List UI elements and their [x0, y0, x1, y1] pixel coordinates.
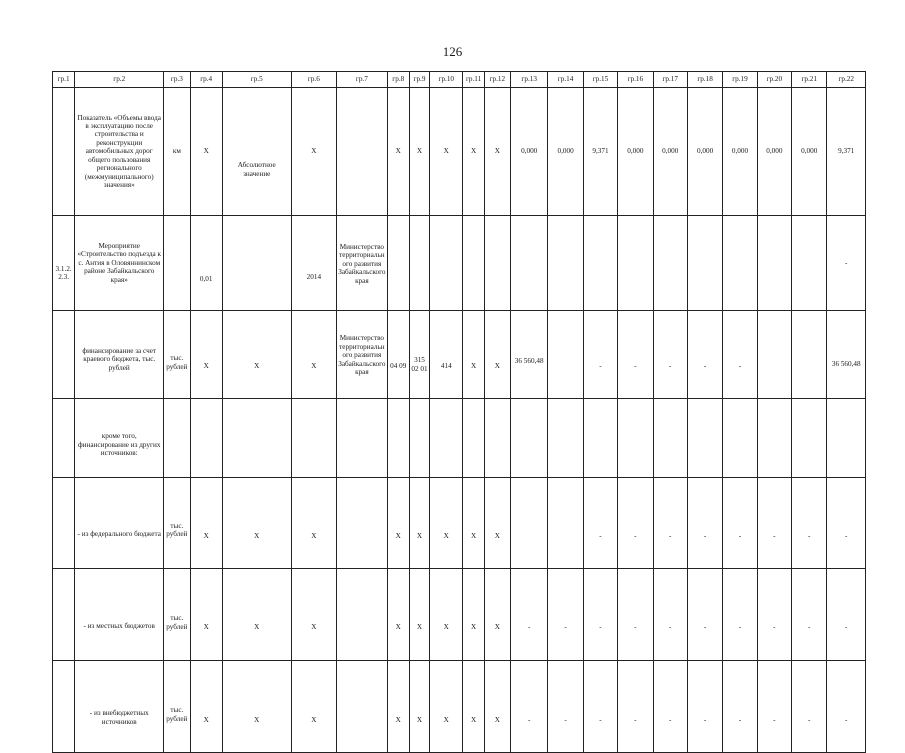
column-header: гр.8: [387, 72, 409, 88]
table-row: [53, 569, 866, 661]
table-row: [53, 88, 866, 216]
table-cell: тыс. рублей: [164, 661, 190, 753]
table-cell: X: [387, 88, 409, 216]
column-header: гр.15: [583, 72, 617, 88]
table-cell: [618, 399, 653, 478]
table-cell: 0,000: [687, 88, 722, 216]
table-cell: [337, 478, 388, 569]
table-cell: X: [190, 661, 222, 753]
table-cell: - из внебюджетных источников: [75, 661, 164, 753]
table-cell: [827, 399, 866, 478]
column-header: гр.1: [53, 72, 75, 88]
table-cell: Показатель «Объемы ввода в эксплуатацию после строительства и реконструкции автомобильных дорог общего пользования регионального (межмуниципального) значения»: [75, 88, 164, 216]
column-header: гр.6: [291, 72, 337, 88]
table-cell: 0,000: [618, 88, 653, 216]
table-cell: X: [409, 661, 429, 753]
table-cell: -: [792, 661, 827, 753]
table-cell: X: [463, 569, 484, 661]
table-cell: -: [583, 478, 617, 569]
table-cell: 0,000: [723, 88, 757, 216]
table-row: [53, 311, 866, 399]
table-cell: 0,000: [548, 88, 583, 216]
table-cell: X: [409, 569, 429, 661]
table-cell: 0,000: [653, 88, 687, 216]
table-cell: тыс. рублей: [164, 569, 190, 661]
table-cell: X: [463, 88, 484, 216]
table-cell: 0,000: [510, 88, 547, 216]
table-cell: [653, 216, 687, 311]
table-cell: -: [618, 478, 653, 569]
table-cell: [53, 311, 75, 399]
table-cell: 0,000: [792, 88, 827, 216]
table-cell: [190, 399, 222, 478]
table-cell: X: [222, 311, 291, 399]
table-cell: -: [687, 478, 722, 569]
table-row: [53, 216, 866, 311]
table-cell: X: [387, 569, 409, 661]
table-cell: Министерство территориального развития Забайкальского края: [337, 311, 388, 399]
table-row: [53, 478, 866, 569]
table-cell: X: [222, 661, 291, 753]
column-header: гр.16: [618, 72, 653, 88]
column-header: гр.14: [548, 72, 583, 88]
table-cell: [757, 216, 791, 311]
table-cell: -: [583, 311, 617, 399]
table-cell: [687, 399, 722, 478]
table-row: [53, 661, 866, 753]
column-header: гр.10: [430, 72, 463, 88]
table-cell: [430, 216, 463, 311]
table-cell: -: [653, 478, 687, 569]
table-cell: -: [583, 569, 617, 661]
table-cell: [792, 311, 827, 399]
table-cell: [387, 399, 409, 478]
table-cell: 414: [430, 311, 463, 399]
table-cell: [463, 399, 484, 478]
table-cell: [337, 661, 388, 753]
table-cell: X: [484, 478, 510, 569]
table-cell: X: [190, 478, 222, 569]
table-cell: 04 09: [387, 311, 409, 399]
table-cell: -: [757, 569, 791, 661]
table-cell: X: [463, 311, 484, 399]
table-cell: кроме того, финансирование из других источников:: [75, 399, 164, 478]
table-cell: X: [291, 88, 337, 216]
table-cell: [757, 399, 791, 478]
column-header: гр.5: [222, 72, 291, 88]
table-cell: -: [757, 661, 791, 753]
table-cell: -: [687, 569, 722, 661]
table-cell: [792, 399, 827, 478]
table-cell: X: [430, 661, 463, 753]
table-cell: X: [387, 661, 409, 753]
table-cell: км: [164, 88, 190, 216]
table-cell: - из федерального бюджета: [75, 478, 164, 569]
table-cell: - из местных бюджетов: [75, 569, 164, 661]
table-cell: Абсолютное значение: [222, 88, 291, 216]
table-cell: -: [827, 569, 866, 661]
table-cell: -: [723, 569, 757, 661]
table-cell: -: [687, 311, 722, 399]
table-cell: X: [291, 311, 337, 399]
table-cell: -: [510, 661, 547, 753]
table-cell: [409, 216, 429, 311]
table-cell: [53, 88, 75, 216]
column-header: гр.17: [653, 72, 687, 88]
column-header: гр.21: [792, 72, 827, 88]
table-cell: X: [291, 478, 337, 569]
table-cell: -: [618, 661, 653, 753]
table-cell: 3.1.2.2.3.: [53, 216, 75, 311]
table-cell: X: [190, 569, 222, 661]
table-cell: X: [291, 661, 337, 753]
table-cell: [723, 216, 757, 311]
column-header: гр.19: [723, 72, 757, 88]
table-cell: X: [463, 661, 484, 753]
table-cell: [548, 216, 583, 311]
table-cell: [409, 399, 429, 478]
table-cell: 36 560,48: [827, 311, 866, 399]
table-cell: X: [463, 478, 484, 569]
table-cell: -: [723, 311, 757, 399]
table-cell: -: [827, 216, 866, 311]
table-cell: [484, 216, 510, 311]
table-cell: [757, 311, 791, 399]
table-cell: X: [430, 478, 463, 569]
table-cell: X: [190, 311, 222, 399]
table-cell: [583, 216, 617, 311]
table-cell: X: [484, 661, 510, 753]
column-header: гр.4: [190, 72, 222, 88]
table-cell: [463, 216, 484, 311]
table-cell: [430, 399, 463, 478]
table-cell: [548, 311, 583, 399]
column-header: гр.2: [75, 72, 164, 88]
page-number: 126: [442, 44, 463, 59]
table-cell: [653, 399, 687, 478]
table-cell: -: [618, 569, 653, 661]
table-cell: -: [827, 661, 866, 753]
table-cell: X: [387, 478, 409, 569]
table-cell: X: [222, 478, 291, 569]
column-header: гр.20: [757, 72, 791, 88]
table-cell: [222, 216, 291, 311]
table-cell: X: [291, 569, 337, 661]
table-cell: [387, 216, 409, 311]
column-header: гр.12: [484, 72, 510, 88]
table-cell: [792, 216, 827, 311]
table-cell: -: [653, 569, 687, 661]
table-cell: [53, 478, 75, 569]
table-cell: X: [484, 88, 510, 216]
table-cell: [687, 216, 722, 311]
table-cell: [337, 88, 388, 216]
table-cell: -: [653, 661, 687, 753]
column-header: гр.9: [409, 72, 429, 88]
column-header: гр.3: [164, 72, 190, 88]
table-cell: финансирование за счет краевого бюджета, тыс. рублей: [75, 311, 164, 399]
table-cell: -: [792, 478, 827, 569]
table-cell: 9,371: [827, 88, 866, 216]
table-cell: [53, 661, 75, 753]
table-cell: [337, 569, 388, 661]
column-header: гр.7: [337, 72, 388, 88]
table-cell: [337, 399, 388, 478]
table-cell: -: [723, 661, 757, 753]
table-cell: [618, 216, 653, 311]
table-cell: 9,371: [583, 88, 617, 216]
table-cell: X: [484, 311, 510, 399]
table-cell: X: [430, 569, 463, 661]
column-header: гр.22: [827, 72, 866, 88]
table-cell: -: [548, 569, 583, 661]
budget-table: [52, 71, 866, 753]
column-header: гр.11: [463, 72, 484, 88]
table-cell: [510, 399, 547, 478]
table-cell: -: [792, 569, 827, 661]
table-cell: тыс. рублей: [164, 311, 190, 399]
table-cell: X: [409, 478, 429, 569]
table-cell: [53, 569, 75, 661]
table-cell: [583, 399, 617, 478]
table-row: [53, 399, 866, 478]
table-cell: -: [548, 661, 583, 753]
table-cell: X: [409, 88, 429, 216]
table-cell: [53, 399, 75, 478]
table-cell: [510, 478, 547, 569]
table-cell: -: [583, 661, 617, 753]
table-cell: [723, 399, 757, 478]
table-cell: [222, 399, 291, 478]
table-cell: Мероприятие «Строительство подъезда к с. Антия в Оловяннинском районе Забайкальского края»: [75, 216, 164, 311]
table-cell: -: [757, 478, 791, 569]
table-cell: X: [484, 569, 510, 661]
table-cell: -: [510, 569, 547, 661]
column-header: гр.13: [510, 72, 547, 88]
table-cell: -: [687, 661, 722, 753]
table-cell: [291, 399, 337, 478]
table-cell: [510, 216, 547, 311]
table-cell: [164, 216, 190, 311]
table-cell: -: [618, 311, 653, 399]
table-cell: 0,000: [757, 88, 791, 216]
table-cell: [164, 399, 190, 478]
table-cell: [548, 478, 583, 569]
table-cell: 36 560,48: [510, 311, 547, 399]
table-cell: -: [723, 478, 757, 569]
table-cell: тыс. рублей: [164, 478, 190, 569]
table-cell: X: [222, 569, 291, 661]
column-header: гр.18: [687, 72, 722, 88]
header-row: [53, 72, 866, 88]
table-cell: 2014: [291, 216, 337, 311]
table-cell: 0,01: [190, 216, 222, 311]
table-cell: [548, 399, 583, 478]
table-cell: -: [827, 478, 866, 569]
table-cell: X: [190, 88, 222, 216]
table-cell: -: [653, 311, 687, 399]
table-cell: X: [430, 88, 463, 216]
table-cell: 315 02 01: [409, 311, 429, 399]
table-cell: [484, 399, 510, 478]
table-cell: Министерство территориального развития Забайкальского края: [337, 216, 388, 311]
